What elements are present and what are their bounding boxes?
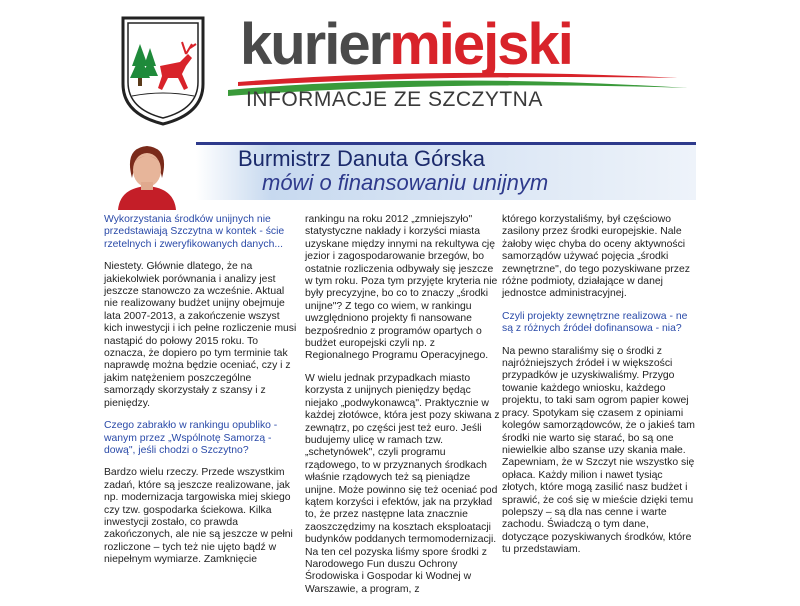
interview-answer: Bardzo wielu rzeczy. Przede wszystkim zadań, które są jeszcze realizowane, jak np. modernizacja targowiska miej skiego czy tzw. gospodarka ściekowa. Kilka inwestycji zostało, co prawda zakończonych, ale nie są jeszcze w pełni rozliczone – tych też nie ujęto bądź w niepełnym wymiarze. Zamknięcie <box>104 467 293 566</box>
deer-and-trees-crest-icon <box>118 14 208 126</box>
article-column-2 <box>305 214 500 606</box>
interview-answer: W wielu jednak przypadkach miasto korzysta z unijnych pieniędzy będąc niejako „podwykonawcą". Praktycznie w każdej złotówce, która jest pozy skiwana z zewnątrz, po części jest też euro. Jeśli budujemy ulicę w ramach tzw. „schetynówek", czyli programu rządowego, to w przyznanych środkach właśnie rządowych też są pieniądze unijne. Może powinno się też oceniać pod kątem korzyści i efektów, jak na przykład to, że przez następne lata znacznie zaoszczędzimy na kosztach eksploatacji budynków poddanych termomodernizacji. Na ten cel pozyska liśmy spore środki z Narodowego Fun duszu Ochrony Środowiska i Gospodar ki Wodnej w Warszawie, a program, z <box>305 372 500 595</box>
article-column-1 <box>104 214 299 577</box>
logo-subtitle: INFORMACJE ZE SZCZYTNA <box>246 88 543 111</box>
logo-word-kurier: kurier <box>240 12 390 77</box>
headline-subtitle: mówi o finansowaniu unijnym <box>262 170 549 195</box>
masthead <box>0 0 800 140</box>
portrait-photo <box>104 138 190 210</box>
interview-answer: Niestety. Głównie dlatego, że na jakiekolwiek porównania i analizy jest jeszcze stanowczo za wcześnie. Aktual nie realizowany budżet unijny obejmuje lata 2007-2013, a zakończenie wszyst kich inwestycji i ich pełne rozliczenie musi nastąpić do połowy 2015 roku. To oznacza, że dopiero po tym terminie tak naprawdę można będzie oceniać, czy i z jakim natężeniem poszczególne samorządy skorzystały z szansy i z pieniędzy. <box>104 261 297 409</box>
interview-answer: rankingu na roku 2012 „zmniejszyło" statystyczne nakłady i korzyści miasta uzyskane między innymi na rekultywa cję jezior i zagospodarowanie brzegów, bo ostatnie rozliczenia odbywały się jeszcze w tym roku. Poza tym przyjęte kryteria nie były precyzyjne, bo co to znaczy „środki unijne"? Z tego co wiem, w rankingu uwzględniono projekty fi nansowane bezpośrednio z programów opartych o budżet europejski czyli np. z Regionalnego Programu Operacyjnego. <box>305 214 498 362</box>
interview-answer: którego korzystaliśmy, był częściowo zasilony przez środki europejskie. Nale żałoby więc chyba do oceny aktywności samorządów używać pojęcia „środki zewnętrzne", do tego pozyskiwane przez różne podmioty, działające w danej jednostce administracyjnej. <box>502 214 690 300</box>
article-column-3 <box>502 214 697 567</box>
newspaper-logo <box>240 12 572 77</box>
interview-question: Czyli projekty zewnętrzne realizowa - ne są z różnych źródeł dofinansowa - nia? <box>502 310 688 335</box>
logo-word-miejski: miejski <box>389 12 572 77</box>
interview-question: Czego zabrakło w rankingu opubliko - wanym przez „Wspólnotę Samorzą - dową", jeśli chodzi o Szczytno? <box>104 420 278 456</box>
headline-title: Burmistrz Danuta Górska <box>238 146 485 171</box>
interview-question: Wykorzystania środków unijnych nie przedstawiają Szczytna w kontek - ście rzetelnych i zweryfikowanych danych... <box>104 214 285 250</box>
interview-answer: Na pewno staraliśmy się o środki z najróżniejszych źródeł i w większości przypadków je uzyskiwaliśmy. Przygo towanie każdego wniosku, każdego projektu, to taki sam ogrom papier kowej pracy. Spotykam się czasem z opiniami kolegów samorządowców, że o jakieś tam środki nie warto się starać, bo są one niewielkie albo szanse uzy skania małe. Zapewniam, że w Szczyt nie wszystko się opłaca. Każdy milion i nawet tysiąc złotych, które mogą zasilić nasz budżet i sprawić, że coś się w mieście dzięki temu polepszy – są dla nas cenne i warte zachodu. Świadczą o tym dane, dotyczące pozyskiwanych środków, które tu przedstawiam. <box>502 345 695 556</box>
